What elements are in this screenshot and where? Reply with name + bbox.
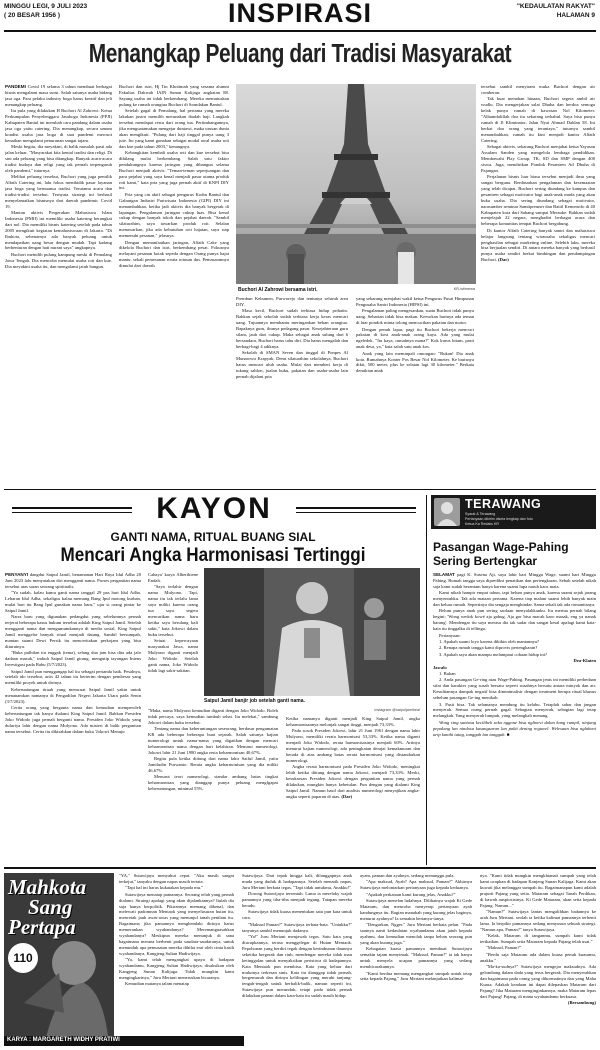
terawang-credit-line: Pertanyaan dikirim disela lengkap dan foto xyxy=(465,517,533,521)
serial-title-line: Pertapa xyxy=(8,915,76,939)
story-column-2 xyxy=(119,84,229,484)
terawang-title: TERAWANG xyxy=(465,497,542,511)
question-heading: Pertanyaan: xyxy=(439,632,461,638)
kayon-lead-word: PENYANYI xyxy=(5,572,29,577)
serial-column-1 xyxy=(119,873,234,1033)
banner-line-right xyxy=(296,512,416,513)
paragraph: Sutawijaya menatap pamannya. Seorang telah yang pernah dialami. Strategi apalagi yang akan dijalankannya? Itulah dia saja hanya berpolitik. Pikirannya memang dikenal, dan melewati padomnan Mentaok yang menyelusuran hutan itu, mencetak jauh awas-awas yang menunjul tanah penilam itu. Bagaimana jika pamannya menghendaki dirinya harus memerankan wyahandanya? Meremanguasahkan wyahandanya? Meskipun mereka menunjuk di sana bagaimana merana berhenti pada saudara-saudaranya, untuk menunduk apa pemusatan mereka dihilat erat oleh cinta kasih wyahandanya, Kangjeng Sultan Hadiwijaya. xyxy=(119,891,234,956)
paragraph: Cahaya' karya Alberthiene Endah. xyxy=(148,572,198,583)
paragraph: Kebagaian kuasa pamannya membuat Sutawijaya semakin tajam menyimak. "Maksud, Paman?" ia tak hanya untuk menyela ucapan pamannya yang sedang membicarakannya. xyxy=(360,946,472,970)
masthead-hijri-date: ( 20 BESAR 1956 ) xyxy=(4,12,60,19)
serial-signoff: (Bersambung) xyxy=(567,1000,596,1006)
terawang-body xyxy=(433,572,596,862)
paragraph: "YA," Sutawijaya menyahut cepat. "Aku masih sangat terkejut," tanyaku dengan napas masih tertata. xyxy=(119,873,234,884)
question-item: 1. Apakah suami loyo karena dibikin oleh mantannya? xyxy=(439,638,540,644)
paragraph: Anak yang lain meminpali omongan: "Bukan! Dia anak kota. Rumahnya Konter Pos Besar Nol Kilometer. Ke barisnya dikit, 500 meter, plus ke selatan lagi 30 kilometer." Berkata demikian anak xyxy=(356,350,474,374)
paragraph: Angka rerata harmonisasi pada Presiden Joko Widodo, meningkat lebih ketika diitung dengan nama Jokowi, menjadi 73,33%. Meski, kesuksesan Presiden Jokowi dengan pergantian nama yang pernah dilakukan, mungkin hanya kebetulan. Pun dengan yang dialami King Saipul Jamil. Namun hasil dari analisis numerologi menyajikan angka-angka seperti paparan di atas. xyxy=(286,764,420,799)
masthead-rule xyxy=(4,30,596,32)
paragraph: Dengan memanfaatkan jaringan, Alfath Cake yang dikelola Buchori dan istri, berkembang pesat. Fokusnya melayani pesanan kotak sepeda dengan Orang punya hajat mantu, sekali pemesanan rorata rotusan dus. Pemasarannya dimulai dari daerah xyxy=(119,239,229,269)
paragraph: Itu pula yang dilakukan H Buchori Al Zahrowi. Ketua Perkumpulan Penyelenggara Jasaboga Indonesia (PPJI) Kabupaten Bantul ini merubah cara pandang dalam usaha jasa oga yaitu catering. Dia menangkap, secara umum kondisi usaha jasa boga di saat pandemi merosot kenaikan mengalami penurunan sangat tajam. xyxy=(5,108,112,143)
banner-line-left xyxy=(12,507,132,509)
kayon-column-2-narrow xyxy=(148,572,198,708)
paragraph: Kemudian matanya talam menatap xyxy=(125,981,189,987)
photo-credit: instagram @saipuljamilreal xyxy=(374,708,420,712)
paragraph: nya. "Kami tidak mungkin mengkhianati sumpah yang telah kami ucapkan di hadapan Kanjeng Sunan Kalijaga. Kami akan kuwati jika melanggar sumpah itu. Bagaimanapun kami adalah prajurit Pajang yang setia. Mataram sebagai Tanah Perdikan, di bawah auspiosisinya, Ki Gede Mataram, akan setia kepada Pajang. Namun..." xyxy=(480,873,596,908)
story-column-4 xyxy=(356,296,474,486)
answer-item: 1. Bukan xyxy=(439,671,456,676)
story-headline: Menangkap Peluang dari Tradisi Masyarakat xyxy=(88,40,512,68)
paragraph: Sebagai aktivis, sekarang Buchori menjabat ketua Yayasan Assalam Sanden yang mengelola lembaga pendidikan. Membawahi Play Group, TK, SD dan SMP dengan 400 siswa. Juga, mendirikan Pondok Pesantren Ad Dhuha di Pajangan. xyxy=(481,144,595,173)
terawang-box xyxy=(431,495,596,529)
serial-author: KARYA : MARGARETH WIDHY PRATIWI xyxy=(4,1036,244,1046)
serial-column-2 xyxy=(242,873,352,1045)
kayon-title: KAYON xyxy=(156,492,272,525)
section-title: INSPIRASI xyxy=(227,0,373,28)
paragraph: Mantan aktivis Pergerakan Mahasiswa Islam Indonesia (PMII) ini memiliki usaha katering berangkat dari nol. Dia memiliki bisnis katering setelah pada tahun 2005 mengikuti kegiatan kemahasiswaan di Jakarta. "Di Ibukota, sebenarnya ada banyak peluang untuk mendapatkan uang besar dengan mudah. Tapi kadang berbenturan dengan hati nurani saya" ungkapnya. xyxy=(5,210,112,251)
paragraph: ayam, paman dan ayahnya, sedang menunggu pula. xyxy=(360,873,455,878)
kayon-photo xyxy=(204,568,420,696)
paragraph: Kebangkitan kembali usaha roti dan kue tersebut bisa dibilang mulai berkembang. Salah satu faktor pendukungnya karena jaringan yang dibangun selama Buchori menjadi aktivis. "Teman-teman seperjuangan dan para pejabat yang saya kenal menjadi pasar utama produk roti kami," kata pria yang juga pernah aktif di KNPI DIY ini. xyxy=(119,149,229,191)
paragraph: "Ma-ka-sudnya?" Sutawijaya mengejar maksudnya. Ada gelombang dalam dada yang terus bergerak. Dia menyerahkan dan bagaimana pada orang yang dihormatinya dan yang Maha Kuasa. Adakah keadaan ini dapat dilepaskan Mataram dari Pajang? Jika Mataram menginginkannya, maka Mataram lepas dari Pajang! Pajang, di mana wyahandamu berkuasa. xyxy=(480,964,596,999)
paragraph: "Tapi hal ini harus kukatakan kepada mu." xyxy=(125,885,204,891)
paragraph: "Apakah perkataan kami kurang jelas, Anakku?" xyxy=(366,891,456,897)
kayon-kicker: GANTI NAMA, RITUAL BUANG SIAL xyxy=(110,530,316,544)
paragraph: Tak kuat menahan hinaan, Buchori segera ambil air wudlu. Dia mengerjakan salat Dhuha dan berdoa semoga kelak punya rumah di kawasan Nol Kilometer. "Alhamdulillah doa itu sekarang terkabul. Saya bisa punya rumah di Jl Kliminator, Jalan Nyai Ahmad Dahlan 58. Ini berkat doa orang yang teraniaya," tuturnya sambil menambahkan, rumah itu kini menjadi kantor Alfath Catering. xyxy=(481,96,595,143)
story-column-3 xyxy=(236,296,348,486)
story-signoff: (Dar) xyxy=(498,257,509,263)
column-divider xyxy=(426,495,427,865)
episode-number: 110 xyxy=(13,951,33,965)
paragraph: Masa kecil, Buchori sudah terbiasa hidup prihatin. Bahkan sejak sekolah sudah terbiasa kerja keras mencari uang. Tujuannya membantu meringankan beban orangtua. Bapaknya guru, ibunya pedagang pasar. Kesejahteraan guru silam, jauh dari cukup. Maka sebagai anak sulung dari 6 bersaudara, Buchori harus tahu diri. Dia harus mengalah dan berbagi-bagi 4 adiknya. xyxy=(236,308,348,349)
paragraph: pagi K. Susena Aji, saya lahir hari Minggu Wage, suami hari Minggu Pahing. Rumah tangga saya diprediksi penatikan dan pertengkaran. Sebab setelah nikah saja kami sudah berantam hanya karena suami lupa naruh kaos mata. xyxy=(433,572,596,589)
story-photo xyxy=(236,84,476,284)
paragraph: Pria yang cin aktif sebagai pengurus Kodin Bantul dan Gabungan Industri Pariwisata Indonesia (GIPI) DIY ini menambahkan, ketika jadi aktivis dia banyak bergerak di lapangan. Pengalaman jaringan cukup luas. Bisa kenal cukup dengan banyak tokoh dan pejabat daerah. "Sambil silaturahim, saya tawarkan produk roti. Selalan menawarkan, jika ada kebutuhan roti hajatan, saya siap memenuhi pesanan," jelasnya. xyxy=(119,191,229,239)
paragraph: dangdut Saipul Jamil, benamanan Hari Raya Idul Adha 20 Juni 2023 lalu menyatakan diri mengganti nama. Proses pergantian nama tersebut atas saran seorang spiritualis. xyxy=(5,572,141,589)
paragraph: Buchori dan istri, Hj Tin Khotimah yang sesama alumni Fakultas Dakwah IAIN Sunan Kalijaga angkatan 88. Sayang usaha ini tidak berkembang. Mereka memutuskan pulang ke rumah orangtua Buchori di Srandakan Bantul. xyxy=(119,84,229,107)
paragraph: Begitu pula ketika diitung dari nama lahir Saiful Jamil, yaitu Jamiludin Purwanto. Rerata angka keharmonisan yang dia miliki 46,67%. xyxy=(148,756,278,774)
paragraph: Setelah gagal di Pemalang, hal pertama yang mereka lakukan justru memilih merunakan ibadah haji. Langkah tersebut mendapat restu dari orang tua. Pertimbangannya, jika menguatamakan mengejar duniawi, maka urusan dunia akan mengikuti. "Pulang dari haji tinggal punya uang 3 jute. Itu yang kami gunakan sebagai modal awal usaha roti dan kue pada tahun 2003," kenangnya. xyxy=(119,108,229,149)
photo-caption: Saipul Jamil banjir job setelah ganti nama. xyxy=(204,698,305,704)
paragraph: Keberuntungan tiruah yang memcuat Saipul Jamil yakin untuk menanamkan namanya di Pengadilan Negeri Jakarta Utara pada Senin (3/7/2023). xyxy=(5,686,141,704)
serial-banner xyxy=(4,873,114,1045)
question-item: 3. Apakah saya akan mampu melampaui cobaan hidup ini? xyxy=(439,651,548,657)
paragraph: Covid 19 selama 3 tahun membuat berbagai bisnis mengalami masa surut. Salah satunya usaha bidang jasa oga. Para pelaku industry boga harus kreatif dan jeli menangkap peluang. xyxy=(5,84,112,107)
serial-title-line: Sang xyxy=(28,895,73,919)
paragraph: Buchori memilih pulang kampung meski di Pemalang Jawa Tengah. Dia mencoba memulai usaha roti dan kue. Dia meyakini usaha itu, dan mengalami jatuh bangun. xyxy=(5,251,112,269)
paragraph: "Berdu saja Mataram ada dalam kuasa penuh kuasamu, anakku." xyxy=(480,951,596,963)
asker-name: Dea-Klaten xyxy=(573,658,596,664)
question-item: 2. Renapa rumah tangga kami diprovis pertengkaran? xyxy=(439,645,538,651)
paragraph: Sutawijaya. Dari tepak hingga kali, dilanggapnya anak muda yang duduk di hadapannya. Setelah menarik napas, Juru Mertani berkata tegas. "Tapi tidak untukmu, Anakku!" xyxy=(242,873,352,890)
eiffel-tower-illustration xyxy=(236,84,476,284)
singer-illustration xyxy=(204,568,420,696)
terawang-credit-line: Ketua Ka Redaks KR xyxy=(465,522,499,526)
person-icon xyxy=(434,498,460,526)
paragraph: Sutawijaya tidak kuasa menentukan satu pun kata untuk cara. xyxy=(242,909,352,921)
terawang-headline-text: Pasangan Wage-Pahing Sering Bertengkar xyxy=(433,540,569,568)
kayon-column-3 xyxy=(286,716,420,863)
kayon-signoff: (Dar) xyxy=(341,793,353,799)
terawang-credit-line: Syarat & Terawang xyxy=(465,512,496,516)
paragraph: Dengan penuh lapar, pagi itu Buchori bekerja mencuci pakaian di kost anak-anak orang kaya. Ada yang mulai ngeledek. "Itu kaya, rumahnya mana?" Kok kurus hitam, pasti anak desa, ya," kata salah satu anak kos. xyxy=(356,326,474,350)
paragraph: "Ya!" Juru Mertani menjawab tegas. Satu kata yang diucapkannya, terasa menggelegar di Hutan Mentaok. Pepohonan yang berdiri tegak dengan kerimbunan daunnya seketika bergerak dan riuh, mendengar mereka tidak mau ketinggalan untuk menyaksikan peristiwa di hadapannya. Kata Mentaok pun membisu. Kata yang keluar dari mulutnya terkesan sinis. Kata itu dianggap tidak pernah, bergemuruh dan dirinya kelilingan yang meruhi tanjung-tengah-tengah untuk berbalik-balik, namun seperti ini, Sutawijaya pun merunduk, tetapi pada tidak pernah dilakukan paman dalam kata-kata itu sudah masih hidup. xyxy=(242,934,352,999)
paragraph: Cerita orang yang berganta nama dan kemudian memperoleh keberuntungan tak hanya dialami King Saipul Jamil. Bahkan Presiden Joko Widodo juga pernah berganti nama. Presiden Joko Widodo yang duluriya lahir dengan nama Mulyono. Ada misteri di balik pergantian nama tersebut. Cerita itu dikisahkan dalam buku 'Jokowi Menuju xyxy=(5,704,141,734)
paragraph: Meski begitu, dia meyakini, di balik masalah pasti ada jalan keluar. "Masyarakat kita kental tradisi dan religi. Di sini ada peluang yang bisa ditangkap. Banyak acara-acara tradisi budaya dan religi yang tak pernah terpengaruh oleh pandemi," tuturnya. xyxy=(5,144,112,173)
paragraph: "Ya sudah, kalau kamu ganti nama tanggal 29 pas hari Idul Adha. Lebaran Idul Adha, sekaligus kalau memang Bang Ipul motong kurban, mulai hari itu Bang Ipul gunakan nama baru," ujar si orang pintar ke Saipul Jamil. xyxy=(5,590,141,613)
paragraph: Melihat peluang tersebut, Buchori yang juga pemilik Alfath Catering ini, lalu fokus membidik pasar layanan jasa boga yang bernuansa tradisi. Terutama acara dan tradisi-tradisi tersebut. Ternyata strategi ini berhasil menyelamatkan bisnisnya dari daerah pandemic Covid 19. xyxy=(5,174,112,209)
story-lead-word: PANDEMI xyxy=(5,84,26,89)
paragraph: "Ya, kami telah mengangkat upaya di hadapan wyahandamu, Kangjeng Sultan Hadiwijaya, disaksikan oleh Kangjeng Sunan Kalijaga. Tidak mungkin kami mengingkarinya," Juru Mertani meneruskan bicaranya. xyxy=(119,957,234,980)
paragraph: Kami nikah hampir empat tahun, tapi belum punya anak, karena suami sejak jarang menyentuhku. Tak ada mataan pertama. Karena tiap malam suami lebih banyak main dan keluar rumah. Sepertinya dia sengaja menghindar. Sama sekali tak ada romantisnya. xyxy=(433,590,596,608)
terawang-headline xyxy=(433,540,596,568)
serial-column-4 xyxy=(480,873,596,1045)
paragraph: "Kelak, Mataram di tanganmu, sumpah kami tidak terikatkan. Sumpah setia Mataram kepada Pajang telah usai." xyxy=(480,933,596,944)
paragraph: Sutawijaya menelan ludahnya. Dilihatnya wajah Ki Gede Mataram, dan mencoba menyerap pertanyaan ayah kandungnya itu. Bagian manakah yang kurang jelas baginya, menurut ayahnya? Ia semakin bertanya-tanya. xyxy=(360,898,472,921)
paragraph: Perjalanan bisnis luar biasa tersebut menjadi ilmu yang sangat berguna. Berdasarkan pengalaman dan kesemaatan yang telah dicapai, Buchori sering diundang ke kampus dan pesantren sebagai motivator bagi anak-anak muda yang akan buka usaha. Dia sering diundang sebagai motivator, narasumber seminar Samtipreuner dan Baitil Kemenrifo di 40 Kabupaten kota dari Sabang sampai Merauke. Bahkan sudah menjelajah 22 negara, menghadiri berbagai acara dan beberapa komunitas tempat Buchori bergabung. xyxy=(481,174,595,227)
paragraph: "Kami berdua memang mengangkat sumpah untuk tetap setia kepada Pajang," Juru Mertani melanjutkan kalimat- xyxy=(360,970,472,982)
kayon-column-2 xyxy=(148,708,278,863)
kayon-column-1 xyxy=(5,572,141,862)
paragraph: Tentang nama dan keberuntungan seseorang, berdasar pengamatan KR ada beberapa beberapa buat sejarah. Salah satunya kajian numerologi untuk nama-nama yang digaitkan dengan mencari keharmonisan nama dengan hari kelahiran. Menurut numerologi, Jokowi lahir 21 Juni 1980 angka resta keharmonisan 40,67%. xyxy=(148,726,278,755)
section-divider xyxy=(4,489,596,490)
paragraph: Saipul Jamil pun menggangap hal itu sebagai pertanda baik. Pesalnya, setelah ido tersebut, artis 42 tahun itu berterim dengan pembesar yang memiliki proyek untuk dirinya. xyxy=(5,668,141,686)
paragraph: Pada sosok Presiden Jokowi, lahir 21 Juni 1961 dengan nama lahir Mulyono, memiliki rerata harmonisasi 53,33%. Ketika nama diganti menjadi Joko Widodo, rerata harmonisasinya menjadi 60%. Artinya menurut kajian numerologi, ada peningkatan derajat kemakmuran dan berada di atas ambang batas rerata harmonisasi yang distandarkan numerologi. xyxy=(286,728,420,763)
paragraph: Narra baru yang digunakan pedangdut yang sebelumnya pernah terjerat beberapa kasus hukum tersebut adalah King Saipul Jamil. Setelah mengganti nama dan mengumumkannya di media sosial, King Saipul Jamil menggelar banyak ritual menjadi datang. Sambil bersumpah, mantan suami Dewi Persik itu menceritakan perkojam yang bisa diturutnya. xyxy=(5,614,141,649)
photo-credit: KR-istimewa xyxy=(453,287,475,291)
answer-heading: Jawab: xyxy=(433,664,448,670)
paragraph: Belum punya anak pun sering saolaan menyalahkanku. Itu mertua pernah bilang begini: 'Wong wedok kowé aja gabug. Aja gor bisa macak karo masak, eng ya nanak barang'. Mendengar itu saya merasa dia tak sadar dan sangat kesal apalagi kami kata-kata itu tinggalku di tellinga. xyxy=(433,608,596,632)
paragraph: "Maka, nama Mulyono kemudian diganti dengan Joko Widodo. Boleh tidak percaya, saya kemudian tumbuh sehat. Itu melekat," sambung Jokowi dalam buku tersebut. xyxy=(148,708,278,725)
answer-item: 2. Anda pasangan Ge-ring atau Wage-Pahing. Pasangan jenis ini memiliki perbedaan sifat dan karakter yang susah bersatu seperti susahnya bersatu antara minyak dan air. Kesulitannya dampak negatif bisa diminimalisir dengan treatment berupa ritual khusus sebelum pasangan Ge-ing menikah. xyxy=(433,677,596,701)
banner-line-right xyxy=(296,507,416,509)
columnist-avatar xyxy=(434,498,460,526)
paragraph: "Dengarkan, Ngger." Juru Mertani berkata pelan. "Pada saatnya nanti kedaulatan wyahandamu akan jatuh kepada ayahmu, dan kemudian menolak tanpa beban seorang pun yang akan kurang juga." xyxy=(360,922,472,945)
paragraph: Seiuai kepercayaan masyarakat Jawa, nama Mulyono diganti menjadi Joko Widodo. Setelah ganti nama, Joko Widodo tidak lagi sakit-sakitan. xyxy=(148,637,198,673)
terawang-end-mark: ■ xyxy=(506,731,510,737)
paragraph: tersebut sambil menyiram muka Buchori dengan air comberan. xyxy=(481,84,595,95)
paragraph: Ketika namanya diganti menjadi King Saipul Jamil, angka keharmonisannya melonjak sangat tinggi, menjadi 73,33%. xyxy=(286,716,420,727)
masthead-paper-name: "KEDAULATAN RAKYAT" xyxy=(516,3,595,10)
serial-column-3 xyxy=(360,873,472,1045)
paragraph: "Buka pulbilan itu enggak (tema), selang dua jam bisa dita ada jalo dadaan masuk," imbuh Saipul Jamil girang, mengutip tayangan Intens Investigasi pada Rabu (5/7/2023). xyxy=(5,650,141,668)
kayon-headline: Mencari Angka Harmonisasi Tertinggi xyxy=(60,545,366,566)
paragraph: Menurut teori numerologi, standar ambang batas tingkat keharmonisan yang dianggap punya peluang mengfgapai keberuntungan, minimal 55%. xyxy=(148,774,278,792)
paragraph: Sekolah di SMAN Seven dan tinggal di Ponpes Al Munawwir Krapyak. Demi silaturahim sekolahnya, Buchori harus mencari uluh usaha. Mulai dari memberi kerja di tukang sablon, jualan buku, pakaian dan usaha-usaha lain pernah dijalani pria xyxy=(236,350,348,379)
paragraph: Di kantor Alfath Catering banyak santri dan mahasiswa belajar langsung tentang wirausaha sekaligus mencari penghasilan sebagai marketing online. Selebih laku, mereka bisa berjualan sendiri. Di antara mereka banyak yang berhasil punya usaha sendiri berkat bimbingan dan pendampingan Buchori. xyxy=(481,227,595,263)
paragraph: yang sekarang menjabat wakil ketua Pengurus Pusat Himpunan Pengusaha Santri Indonesia (HIPSI) ini. xyxy=(356,296,474,307)
masthead-date: MINGGU LEGI, 9 JULI 2023 xyxy=(4,3,88,10)
photo-caption: Buchori Al Zahrowi bersama istri. xyxy=(238,287,318,293)
masthead-page-number: HALAMAN 9 xyxy=(556,12,595,19)
banner-line-left xyxy=(12,512,132,513)
paragraph: "Maksud Paman?" Sutawijaya terbata-bata. "Untukku?" tanyanya sambil menunjuk dadanya. xyxy=(242,921,352,933)
paragraph: "Namun?" Sutawijaya lantas mengalihkan badannya ke arah Juru Mertani, seolah ia ketika kalimat pamannya terhenti lama. Ia berpikir pamannya sedang menyusun sebuah strategi. "Namun apa, Paman?" tanya Sutawijaya. xyxy=(480,908,596,932)
answer-item: 3. Pasti bisa. Tak selamanya mendung itu kelabu. Tetaplah sabar dan jangan menyerah. Semua orang pernah gagal. Sebagian menyerah, sebagian lagi tetap melangkah. Yang menyerah lumpuh, yang melangkah menang. xyxy=(433,701,596,719)
paragraph: "Maksud, Paman?" xyxy=(486,945,522,951)
section-divider xyxy=(4,867,596,869)
kayon-banner xyxy=(4,492,422,527)
paragraph: Dorong Sutawijaya tersentuh. Lama ia merelaky wajah pamannya yang tiba-tiba menjadi tegang. Tatapan mereka beradu. xyxy=(242,891,352,909)
paragraph: Pengalaman paling mengesankan, suatu Buchori tidak punya uang. Seharian tidak bisa makan. Keesokan harinya ada teman di luar pondok minta tolong mencucikan pakaian dan motor. xyxy=(356,308,474,326)
episode-badge xyxy=(8,943,38,973)
answer-item: Wong sing santosa kecilthek seka nggone bisa nglinevi dalan kang rumpil, ninjang pepalang lan nindosa kasangsaran lan pakit dening reguwel. Welesaan bisa nglakoni urip kanthi tatag, tanggah lan tangguh. xyxy=(433,719,596,737)
paragraph: "Apa maksud, Ayah? Apa maksud, Paman?" Akhirnya Sutawijaya melontarkan pertanyaan juga kepada keduanya. xyxy=(360,879,472,891)
paragraph: "Saya terlahir dengan nama Mulyono. Tapi, nama itu tak terlalu lama saya miliki karena orang tua saya segera mencarikan nama baru ketika saya berulang kali sakit," kata Jokowi dalam buku tersebut. xyxy=(148,584,198,637)
paragraph: Prembun Kebumen, Purworejo dan tentunya seluruh area DIY. xyxy=(236,296,348,307)
serial-title-line: Mahkota xyxy=(8,875,87,899)
story-column-5 xyxy=(481,84,595,489)
story-column-1 xyxy=(5,84,112,484)
terawang-lead-word: SELAMAT xyxy=(433,572,455,577)
